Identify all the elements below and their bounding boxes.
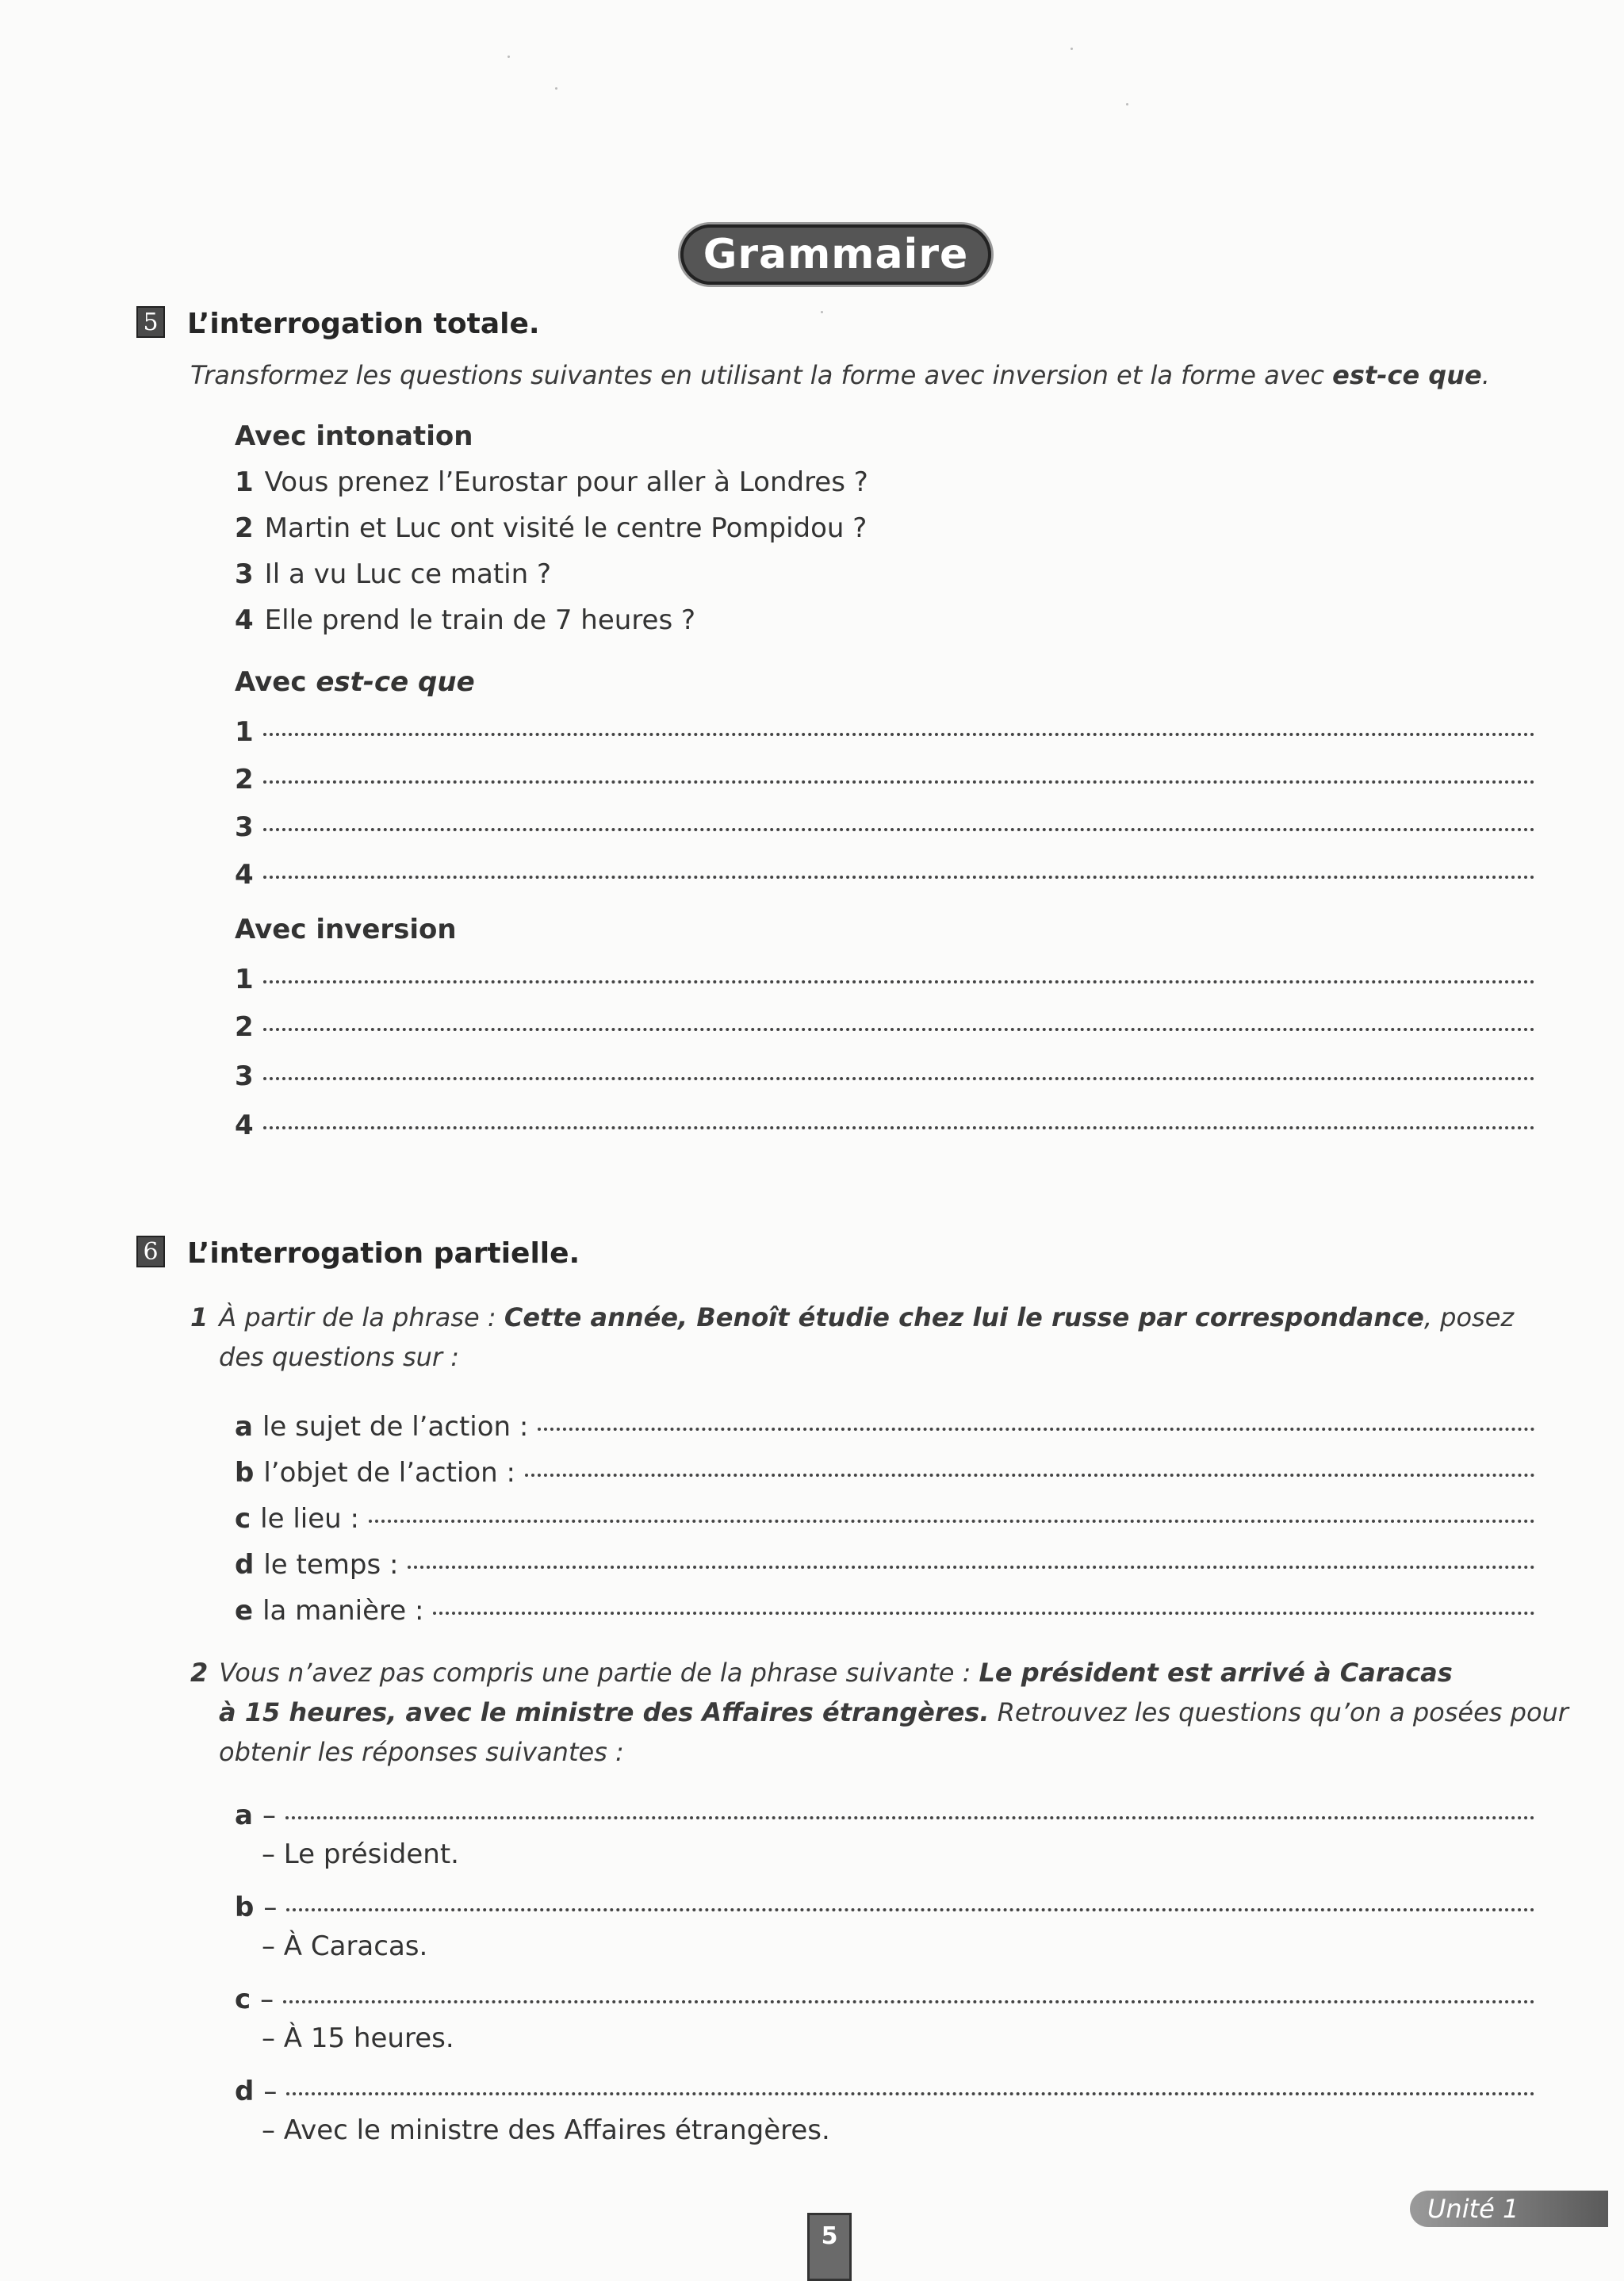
answer-line[interactable] <box>235 1497 1535 1535</box>
part-instruction-continued: obtenir les réponses suivantes : <box>219 1737 624 1767</box>
dotted-answer-field[interactable] <box>538 1401 1535 1431</box>
exercise-instruction <box>190 360 1490 390</box>
scan-speck <box>1071 48 1073 50</box>
answer-number: 2 <box>235 1011 254 1043</box>
item-letter: e <box>235 1595 254 1627</box>
answer-line[interactable] <box>235 806 1535 843</box>
answer-line[interactable] <box>235 1104 1535 1141</box>
item-letter: a <box>235 1800 253 1831</box>
subheading-inversion: Avec inversion <box>235 914 457 945</box>
dotted-answer-field[interactable] <box>408 1539 1535 1569</box>
question-answer-line[interactable] <box>235 1886 1535 1923</box>
dotted-answer-field[interactable] <box>286 2065 1535 2095</box>
item-dash: – <box>263 1892 278 1923</box>
instruction-text: Transformez les questions suivantes en utilisant la forme avec inversion et la forme avec <box>190 360 1333 390</box>
dotted-answer-field[interactable] <box>263 849 1535 879</box>
question-answer-line[interactable] <box>235 1794 1535 1831</box>
subheading-text: Avec <box>235 666 316 698</box>
item-letter: d <box>235 2076 255 2107</box>
item-label: l’objet de l’action : <box>263 1457 515 1489</box>
part-instruction-continued: des questions sur : <box>219 1342 459 1372</box>
scan-speck <box>555 87 557 90</box>
dotted-answer-field[interactable] <box>263 953 1535 983</box>
question-number: 1 <box>235 466 254 498</box>
subheading-emphasis: est-ce que <box>316 666 475 698</box>
instruction-emphasis: à 15 heures, avec le ministre des Affaires étrangères. <box>219 1697 990 1727</box>
question-number: 3 <box>235 558 254 590</box>
item-letter: b <box>235 1457 255 1489</box>
exercise-number-badge: 6 <box>136 1236 165 1267</box>
dotted-answer-field[interactable] <box>263 1001 1535 1031</box>
dotted-answer-field[interactable] <box>263 1050 1535 1080</box>
question-line <box>235 558 551 590</box>
answer-line[interactable] <box>235 958 1535 995</box>
given-reply: – Avec le ministre des Affaires étrangères. <box>262 2114 830 2146</box>
question-text: Vous prenez l’Eurostar pour aller à Londres ? <box>264 466 868 498</box>
question-text: Elle prend le train de 7 heures ? <box>264 604 696 636</box>
answer-line[interactable] <box>235 1006 1535 1043</box>
dotted-answer-field[interactable] <box>263 801 1535 831</box>
answer-number: 4 <box>235 859 254 891</box>
part-instruction-continued <box>219 1697 1568 1727</box>
question-line <box>235 604 695 636</box>
dotted-answer-field[interactable] <box>263 1099 1535 1129</box>
question-line <box>235 466 868 498</box>
item-dash: – <box>262 1800 276 1831</box>
answer-line[interactable] <box>235 758 1535 795</box>
part-number: 2 <box>190 1658 209 1688</box>
scan-speck <box>1126 103 1128 105</box>
given-reply: – Le président. <box>262 1838 459 1870</box>
part-instruction <box>190 1302 1514 1332</box>
item-label: le lieu : <box>260 1503 359 1535</box>
answer-line[interactable] <box>235 1451 1535 1489</box>
instruction-text: Retrouvez les questions qu’on a posées pour <box>989 1697 1568 1727</box>
answer-number: 3 <box>235 811 254 843</box>
unit-badge: Unité 1 <box>1410 2191 1608 2227</box>
answer-line[interactable] <box>235 1405 1535 1443</box>
answer-line[interactable] <box>235 711 1535 748</box>
question-text: Martin et Luc ont visité le centre Pompidou ? <box>264 512 868 544</box>
page-number-tab: 5 <box>807 2213 852 2281</box>
answer-number: 4 <box>235 1110 254 1141</box>
subheading-intonation: Avec intonation <box>235 420 473 452</box>
instruction-emphasis: est-ce que <box>1332 360 1482 390</box>
question-answer-line[interactable] <box>235 2070 1535 2107</box>
dotted-answer-field[interactable] <box>369 1493 1535 1523</box>
given-reply: – À Caracas. <box>262 1930 428 1962</box>
answer-line[interactable] <box>235 1055 1535 1092</box>
given-reply: – À 15 heures. <box>262 2022 454 2054</box>
answer-line[interactable] <box>235 853 1535 891</box>
question-number: 4 <box>235 604 254 636</box>
answer-number: 3 <box>235 1060 254 1092</box>
dotted-answer-field[interactable] <box>283 1973 1535 2003</box>
item-dash: – <box>260 1984 274 2015</box>
instruction-emphasis: Le président est arrivé à Caracas <box>979 1658 1453 1688</box>
answer-number: 1 <box>235 716 254 748</box>
answer-number: 2 <box>235 764 254 795</box>
item-letter: c <box>235 1984 251 2015</box>
instruction-text: . <box>1481 360 1490 390</box>
item-label: le temps : <box>263 1549 399 1581</box>
exercise-title: L’interrogation partielle. <box>187 1237 580 1270</box>
dotted-answer-field[interactable] <box>263 706 1535 736</box>
question-line <box>235 512 867 544</box>
scan-speck <box>508 56 510 58</box>
section-title-badge: Grammaire <box>680 224 991 285</box>
subheading-est-ce-que <box>235 666 475 698</box>
instruction-text: À partir de la phrase : <box>219 1302 504 1332</box>
dotted-answer-field[interactable] <box>286 1881 1535 1911</box>
answer-line[interactable] <box>235 1543 1535 1581</box>
item-label: la manière : <box>262 1595 424 1627</box>
question-answer-line[interactable] <box>235 1978 1535 2015</box>
answer-line[interactable] <box>235 1589 1535 1627</box>
dotted-answer-field[interactable] <box>525 1447 1535 1477</box>
instruction-emphasis: Cette année, Benoît étudie chez lui le russe par correspondance <box>504 1302 1424 1332</box>
question-text: Il a vu Luc ce matin ? <box>264 558 552 590</box>
part-number: 1 <box>190 1302 209 1332</box>
dotted-answer-field[interactable] <box>285 1789 1535 1819</box>
question-number: 2 <box>235 512 254 544</box>
item-label: le sujet de l’action : <box>262 1411 529 1443</box>
instruction-text: Vous n’avez pas compris une partie de la phrase suivante : <box>219 1658 979 1688</box>
exercise-title: L’interrogation totale. <box>187 308 540 340</box>
item-letter: a <box>235 1411 253 1443</box>
instruction-text: , posez <box>1423 1302 1515 1332</box>
item-letter: d <box>235 1549 255 1581</box>
item-letter: c <box>235 1503 251 1535</box>
dotted-answer-field[interactable] <box>263 753 1535 784</box>
exercise-number-badge: 5 <box>136 306 165 338</box>
item-letter: b <box>235 1892 255 1923</box>
dotted-answer-field[interactable] <box>433 1585 1535 1615</box>
scan-speck <box>821 311 823 313</box>
answer-number: 1 <box>235 964 254 995</box>
part-instruction <box>190 1658 1453 1688</box>
item-dash: – <box>263 2076 278 2107</box>
